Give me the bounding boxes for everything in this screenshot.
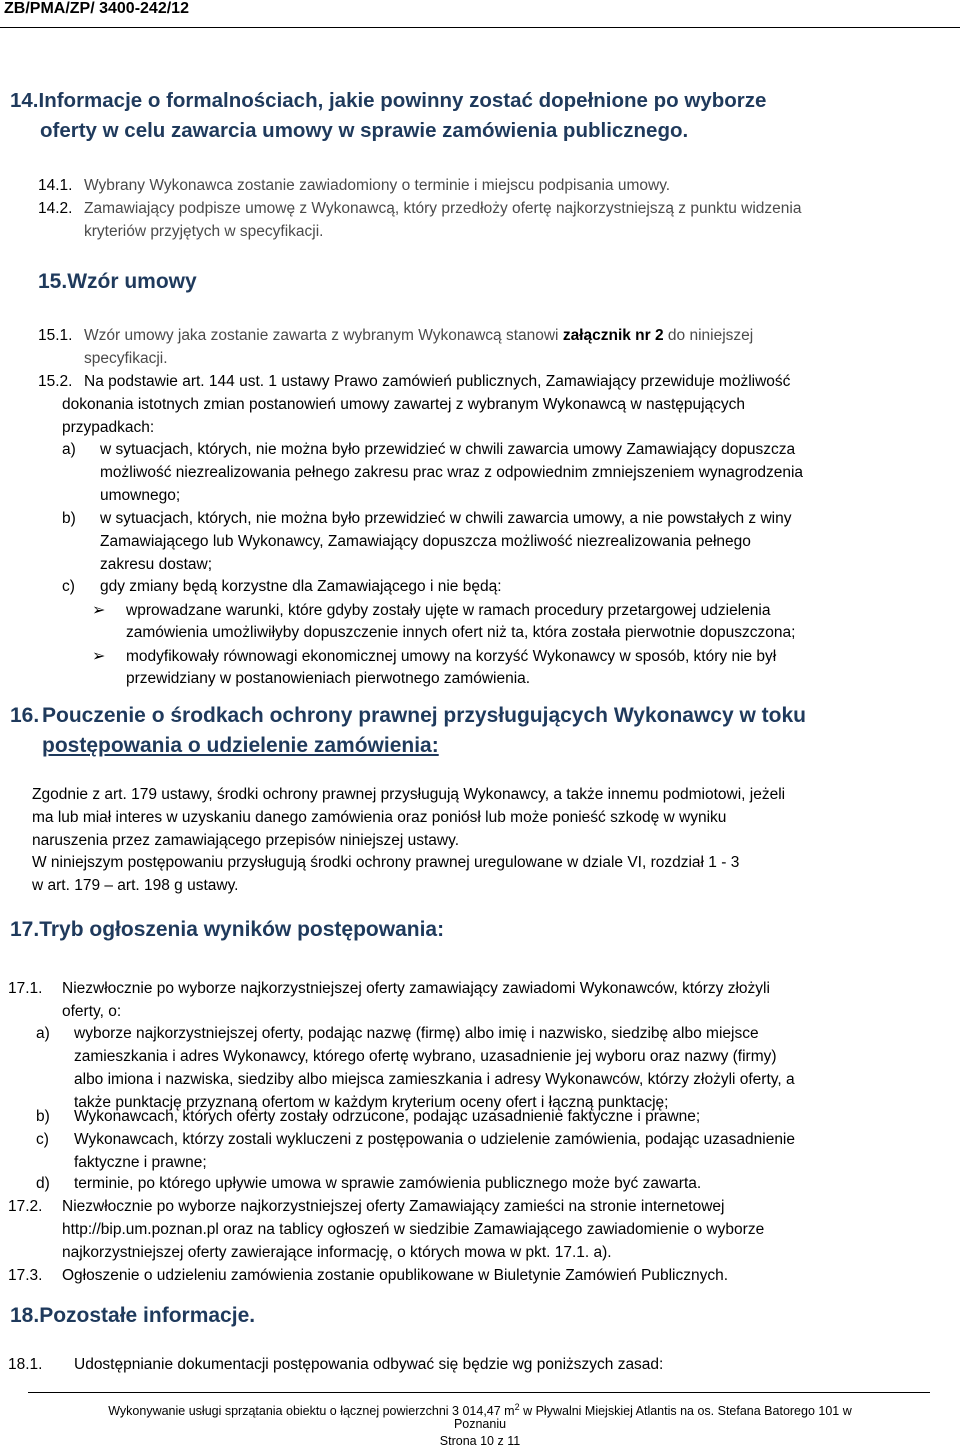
para-16-2-line-1: W niniejszym postępowaniu przysługują środki ochrony prawnej uregulowane w dziale VI, rozdział 1 - 3	[32, 854, 740, 871]
bullet-15-c-1-line-1: ➢ wprowadzane warunki, które gdyby zostały ujęte w ramach procedury przetargowej udzielenia	[92, 600, 771, 619]
section-14-title-line-2: oferty w celu zawarcia umowy w sprawie zamówienia publicznego.	[40, 119, 689, 142]
para-15-1-line-2: specyfikacji.	[84, 350, 168, 367]
para-17-3-line-1: 17.3. Ogłoszenie o udzieleniu zamówienia zostanie opublikowane w Biuletynie Zamówień Publicznych.	[8, 1267, 729, 1284]
section-18-title: 18.Pozostałe informacje.	[10, 1304, 256, 1327]
item-15-b-line-3: zakresu dostaw;	[100, 556, 212, 573]
document-reference: ZB/PMA/ZP/ 3400-242/12	[4, 0, 189, 17]
item-15-b-line-2: Zamawiającego lub Wykonawcy, Zamawiający dopuszcza możliwość niezrealizowania pełnego	[100, 533, 751, 550]
para-16-1-line-1: Zgodnie z art. 179 ustawy, środki ochrony prawnej przysługują Wykonawcy, a także innemu podmiotowi, jeżeli	[32, 786, 786, 803]
footer-divider	[28, 1392, 930, 1393]
item-15-a-line-2: możliwość niezrealizowania pełnego zakresu prac wraz z odpowiednim zmniejszeniem wynagrodzenia	[100, 464, 804, 481]
section-17-title: 17.Tryb ogłoszenia wyników postępowania:	[10, 918, 445, 941]
item-17-d-line-1: d) terminie, po którego upływie umowa w sprawie zamówienia publicznego może być zawarta.	[36, 1175, 702, 1192]
item-17-a-line-4: także punktację przyznaną ofertom w każdym kryterium oceny ofert i łączną punktację;	[74, 1094, 669, 1111]
section-15-title: 15.Wzór umowy	[38, 270, 197, 293]
bullet-15-c-2-line-1: ➢ modyfikowały równowagi ekonomicznej umowy na korzyść Wykonawcy w sposób, który nie był	[92, 646, 777, 665]
item-17-a-line-1: a) wyborze najkorzystniejszej oferty, podając nazwę (firmę) albo imię i nazwisko, siedzibę albo miejsce	[36, 1025, 759, 1042]
para-17-1-line-2: oferty, o:	[62, 1003, 122, 1020]
para-17-2-line-2: http://bip.um.poznan.pl oraz na tablicy ogłoszeń w siedzibie Zamawiającego zawiadomienie o wyborze	[62, 1221, 765, 1238]
item-17-a-line-3: albo imiona i nazwiska, siedziby albo miejsca zamieszkania i adresy Wykonawców, którzy złożyli oferty, a	[74, 1071, 795, 1088]
section-14-title-line-1: 14.Informacje o formalnościach, jakie powinny zostać dopełnione po wyborze	[10, 89, 767, 112]
item-17-b-line-1: b) Wykonawcach, których oferty zostały odrzucone, podając uzasadnienie faktyczne i prawne;	[36, 1108, 701, 1125]
footer-description-line-2: Poznaniu	[453, 1417, 507, 1431]
item-15-c-line-1: c) gdy zmiany będą korzystne dla Zamawiającego i nie będą:	[62, 578, 502, 595]
para-15-2-line-1: 15.2. Na podstawie art. 144 ust. 1 ustawy Prawo zamówień publicznych, Zamawiający przewiduje możliwość	[38, 373, 791, 390]
section-16-title-line-1: 16. Pouczenie o środkach ochrony prawnej przysługujących Wykonawcy w toku	[10, 704, 806, 727]
item-15-a-line-3: umownego;	[100, 487, 181, 504]
para-14-2-line-2: kryteriów przyjętych w specyfikacji.	[84, 223, 324, 240]
footer-description-line-1: Wykonywanie usługi sprzątania obiektu o łącznej powierzchni 3 014,47 $m^2$ w Pływalni Miejskiej Atlantis na os. Stefana Batorego 101 w	[108, 1402, 852, 1419]
para-16-2-line-2: w art. 179 – art. 198 g ustawy.	[32, 877, 239, 894]
para-17-2-line-3: najkorzystniejszej oferty zawierające informację, o których mowa w pkt. 17.1. a).	[62, 1244, 612, 1261]
item-15-a-line-1: a) w sytuacjach, których, nie można było przewidzieć w chwili zawarcia umowy Zamawiający dopuszcza	[62, 441, 796, 458]
item-17-c-line-1: c) Wykonawcach, którzy zostali wykluczeni z postępowania o udzielenie zamówienia, podając uzasadnienie	[36, 1131, 795, 1148]
bullet-15-c-2-line-2: przewidziany w postanowieniach pierwotnego zamówienia.	[126, 670, 531, 687]
para-15-2-line-2: dokonania istotnych zmian postanowień umowy zawartej z wybranym Wykonawcą w następujących	[62, 396, 746, 413]
para-14-2-line-1: 14.2. Zamawiający podpisze umowę z Wykonawcą, który przedłoży ofertę najkorzystniejszą z punktu widzenia	[38, 200, 802, 217]
item-17-a-line-2: zamieszkania i adres Wykonawcy, którego ofertę wybrano, uzasadnienie jej wyboru oraz nazwy (firmy)	[74, 1048, 777, 1065]
para-18-1-line-1: 18.1. Udostępnianie dokumentacji postępowania odbywać się będzie wg poniższych zasad:	[8, 1356, 664, 1373]
para-17-1-line-1: 17.1. Niezwłocznie po wyborze najkorzystniejszej oferty zamawiający zawiadomi Wykonawców, którzy złożyli	[8, 980, 770, 997]
arrowhead-bullet-icon: ➢	[92, 600, 106, 619]
arrowhead-bullet-icon: ➢	[92, 646, 106, 665]
item-17-c-line-2: faktyczne i prawne;	[74, 1154, 207, 1171]
section-16-title-line-2: postępowania o udzielenie zamówienia:	[42, 734, 439, 757]
item-15-b-line-1: b) w sytuacjach, których, nie można było przewidzieć w chwili zawarcia umowy, a nie powstałych z winy	[62, 510, 792, 527]
para-16-1-line-2: ma lub miał interes w uzyskaniu danego zamówienia oraz poniósł lub może ponieść szkodę w wyniku	[32, 809, 727, 826]
bullet-15-c-1-line-2: zamówienia umożliwiłyby dopuszczenie innych ofert niż ta, która została pierwotnie dopuszczona;	[126, 624, 796, 641]
para-15-2-line-3: przypadkach:	[62, 419, 155, 436]
para-15-1-line-1: 15.1. Wzór umowy jaka zostanie zawarta z wybranym Wykonawcą stanowi załącznik nr 2 do niniejszej	[38, 327, 754, 344]
para-17-2-line-1: 17.2. Niezwłocznie po wyborze najkorzystniejszej oferty Zamawiający zamieści na stronie internetowej	[8, 1198, 725, 1215]
para-16-1-line-3: naruszenia przez zamawiającego przepisów niniejszej ustawy.	[32, 832, 460, 849]
header-divider	[0, 27, 960, 28]
page-number: Strona 10 z 11	[439, 1434, 521, 1448]
para-14-1: 14.1. Wybrany Wykonawca zostanie zawiadomiony o terminie i miejscu podpisania umowy.	[38, 177, 671, 194]
